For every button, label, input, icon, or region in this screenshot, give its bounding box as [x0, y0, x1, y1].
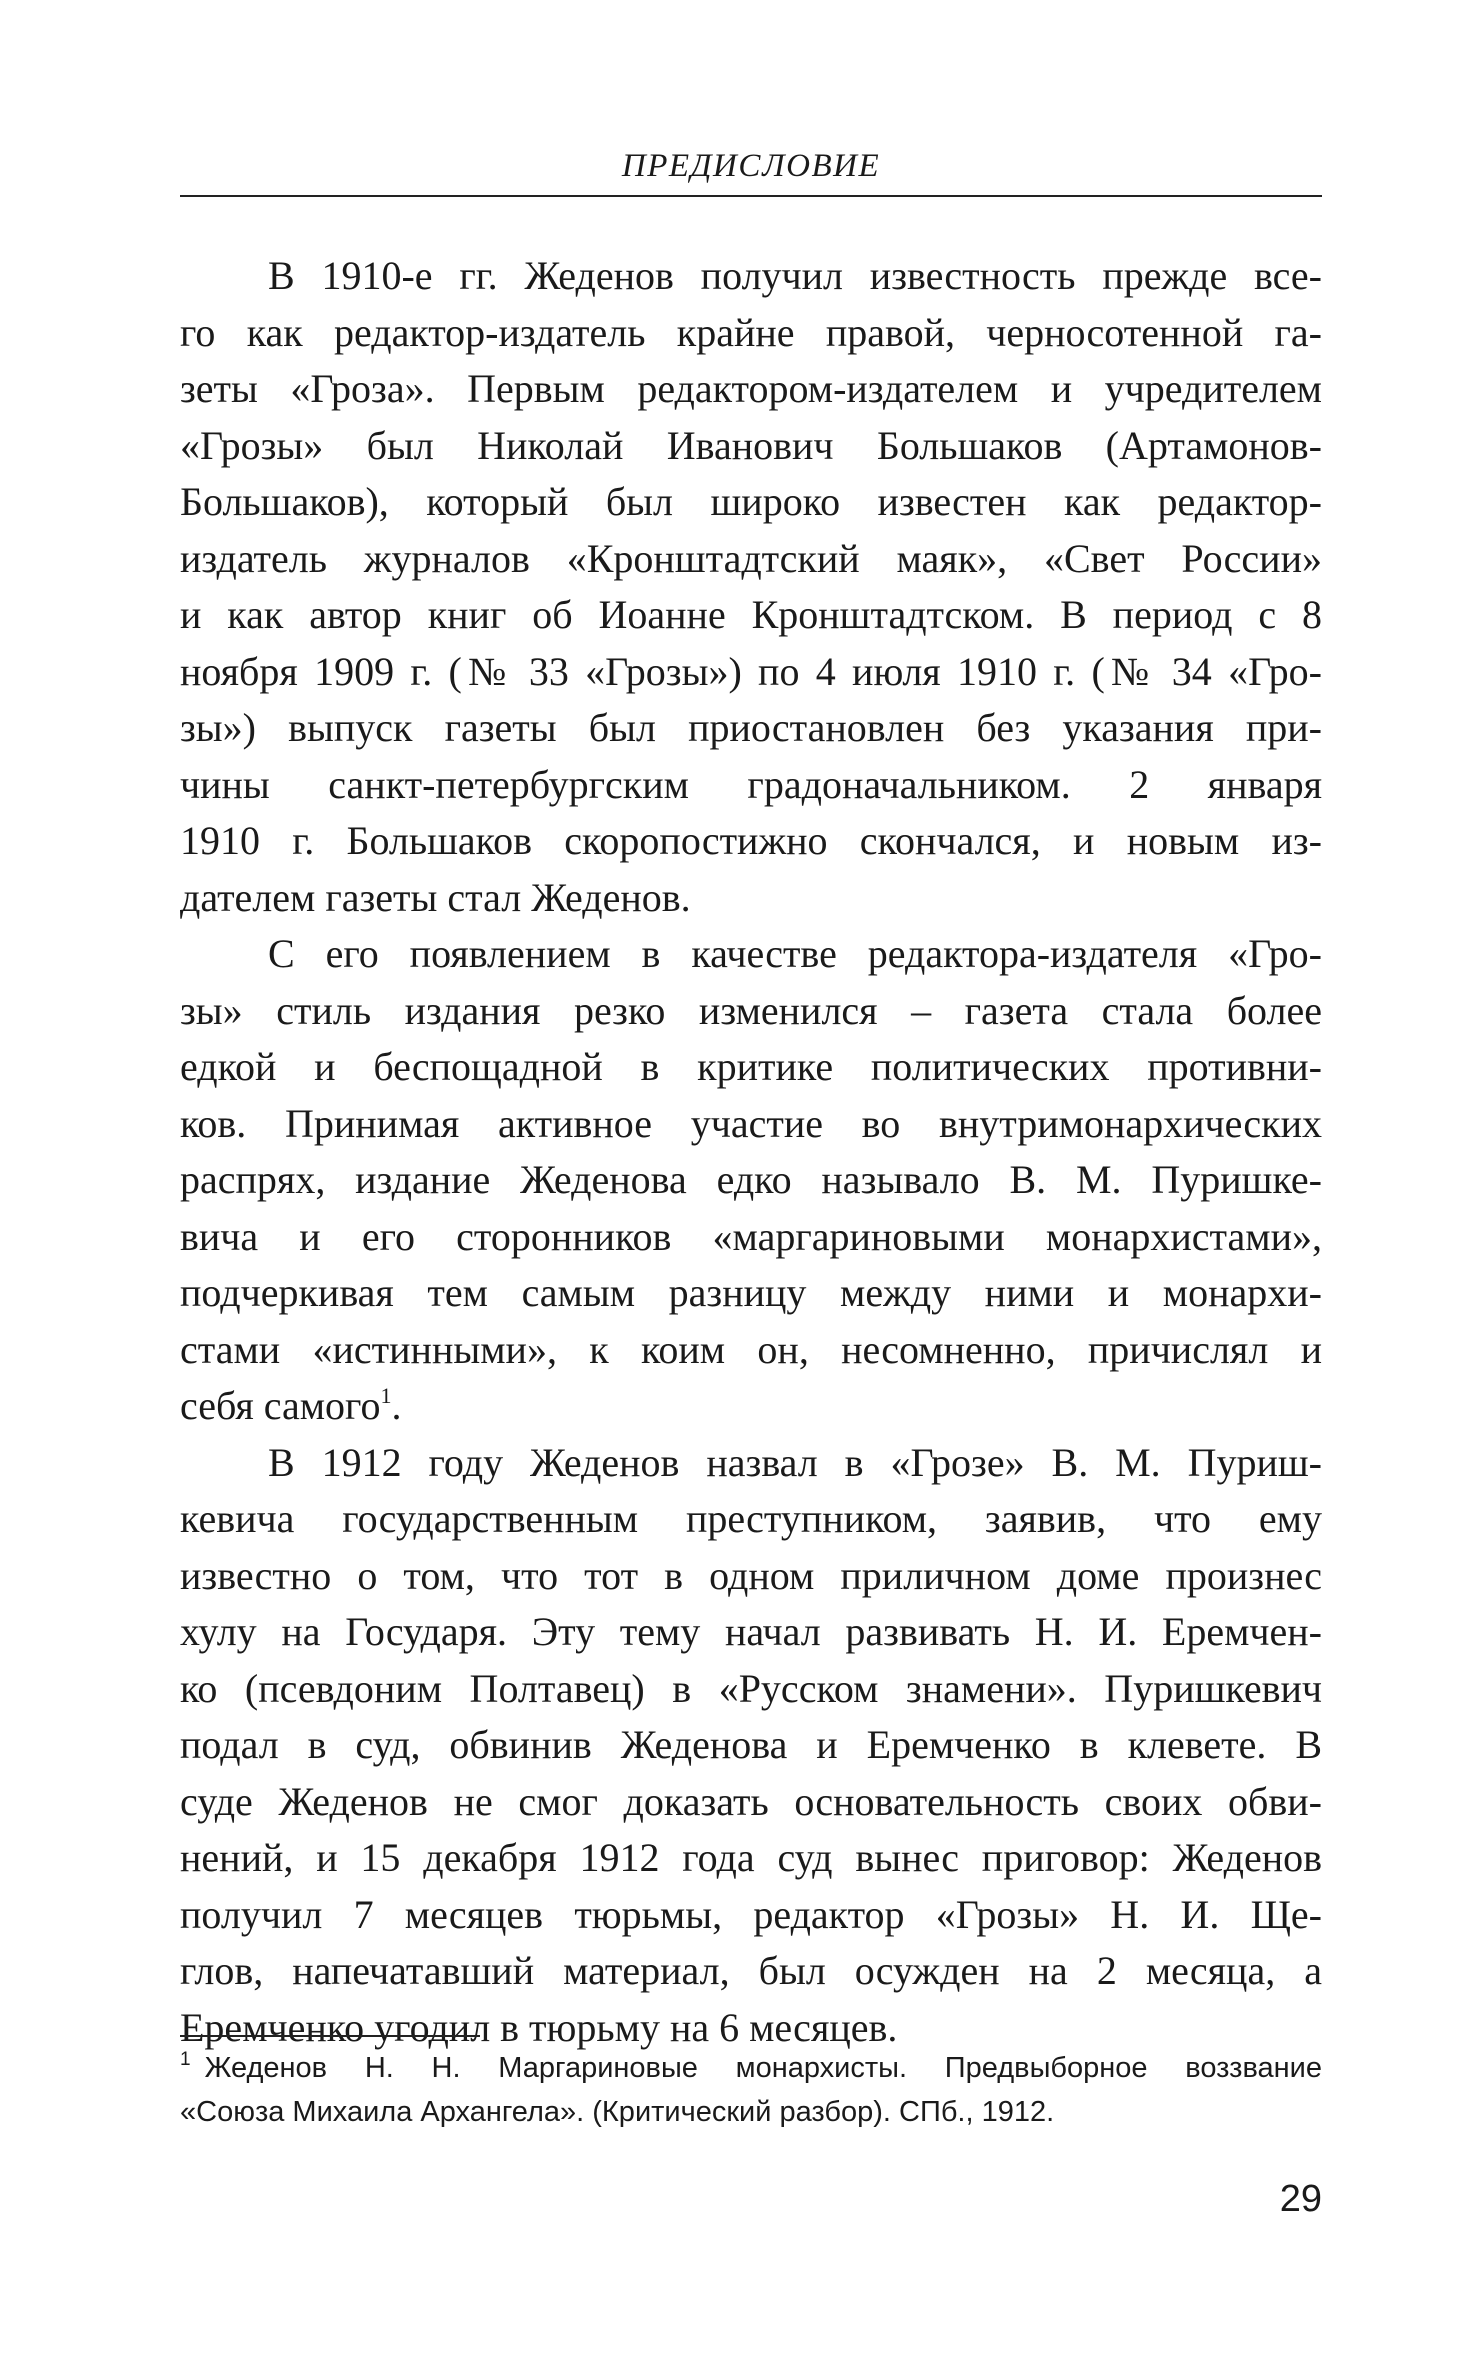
- text-line: ков. Принимая активное участие во внутримонархических: [180, 1100, 1322, 1146]
- footnote: [180, 2046, 1322, 2134]
- text-line: распрях, издание Жеденова едко называло В. М. Пуришке-: [180, 1157, 1322, 1202]
- text-line: зы») выпуск газеты был приостановлен без указания при-: [180, 705, 1322, 750]
- text-line: нений, и 15 декабря 1912 года суд вынес приговор: Жеденов: [180, 1835, 1322, 1880]
- text-line: чины санкт-петербургским градоначальником. 2 января: [180, 761, 1322, 807]
- text-line: го как редактор-издатель крайне правой, черносотенной га-: [180, 309, 1322, 355]
- header-rule: [180, 195, 1322, 197]
- text-line: суде Жеденов не смог доказать основательность своих обви-: [180, 1778, 1322, 1824]
- footnote-marker: 1: [180, 2049, 191, 2070]
- text-line: зеты «Гроза». Первым редактором-издателем и учредителем: [180, 366, 1322, 411]
- text-line: В 1912 году Жеденов назвал в «Грозе» В. М. Пуриш-: [268, 1439, 1322, 1485]
- text-fragment: себя самого: [180, 1383, 381, 1428]
- footnote-line: «Союза Михаила Архангела». (Критический разбор). СПб., 1912.: [180, 2096, 1055, 2128]
- text-line: дателем газеты стал Жеденов.: [180, 874, 691, 920]
- text-line: получил 7 месяцев тюрьмы, редактор «Грозы» Н. И. Ще-: [180, 1891, 1322, 1937]
- footnote-line: [180, 2046, 1322, 2090]
- text-line: ноября 1909 г. (№ 33 «Грозы») по 4 июля 1910 г. (№ 34 «Гро-: [180, 648, 1322, 694]
- text-line-with-footnote: [180, 1378, 1322, 1435]
- running-header: ПРЕДИСЛОВИЕ: [621, 148, 881, 184]
- text-line: В 1910-е гг. Жеденов получил известность прежде все-: [268, 253, 1322, 298]
- text-line: «Грозы» был Николай Иванович Большаков (Артамонов-: [180, 422, 1322, 468]
- text-line: 1910 г. Большаков скоропостижно скончался, и новым из-: [180, 818, 1322, 863]
- text-line: зы» стиль издания резко изменился – газета стала более: [180, 987, 1322, 1033]
- text-line: издатель журналов «Кронштадтский маяк», «Свет России»: [180, 535, 1322, 581]
- text-line: и как автор книг об Иоанне Кронштадтском. В период с 8: [180, 592, 1322, 637]
- text-line: глов, напечатавший материал, был осужден на 2 месяца, а: [180, 1948, 1322, 1993]
- text-line: Еремченко угодил в тюрьму на 6 месяцев.: [180, 2004, 898, 2050]
- footnote-rule: [180, 2035, 480, 2037]
- text-line: хулу на Государя. Эту тему начал развивать Н. И. Еремчен-: [180, 1609, 1322, 1654]
- main-text: [180, 248, 1322, 2056]
- footnote-text: Жеденов Н. Н. Маргариновые монархисты. Предвыборное воззвание: [204, 2052, 1322, 2084]
- text-line: кевича государственным преступником, заявив, что ему: [180, 1496, 1322, 1541]
- text-line: вича и его сторонников «маргариновыми монархистами»,: [180, 1213, 1322, 1259]
- text-line: стами «истинными», к коим он, несомненно, причислял и: [180, 1326, 1322, 1372]
- text-line: подал в суд, обвинив Жеденова и Еремченко в клевете. В: [180, 1722, 1322, 1767]
- text-line: известно о том, что тот в одном приличном доме произнес: [180, 1552, 1322, 1598]
- page-number: 29: [1279, 2178, 1322, 2220]
- text-line: ко (псевдоним Полтавец) в «Русском знамени». Пуришкевич: [180, 1665, 1322, 1711]
- text-line: едкой и беспощадной в критике политических противни-: [180, 1044, 1322, 1089]
- text-fragment: .: [391, 1383, 402, 1428]
- text-line: Большаков), который был широко известен как редактор-: [180, 479, 1322, 524]
- footnote-reference[interactable]: 1: [380, 1383, 392, 1408]
- text-line: подчеркивая тем самым разницу между ними и монархи-: [180, 1270, 1322, 1315]
- text-line: С его появлением в качестве редактора-издателя «Гро-: [268, 931, 1322, 976]
